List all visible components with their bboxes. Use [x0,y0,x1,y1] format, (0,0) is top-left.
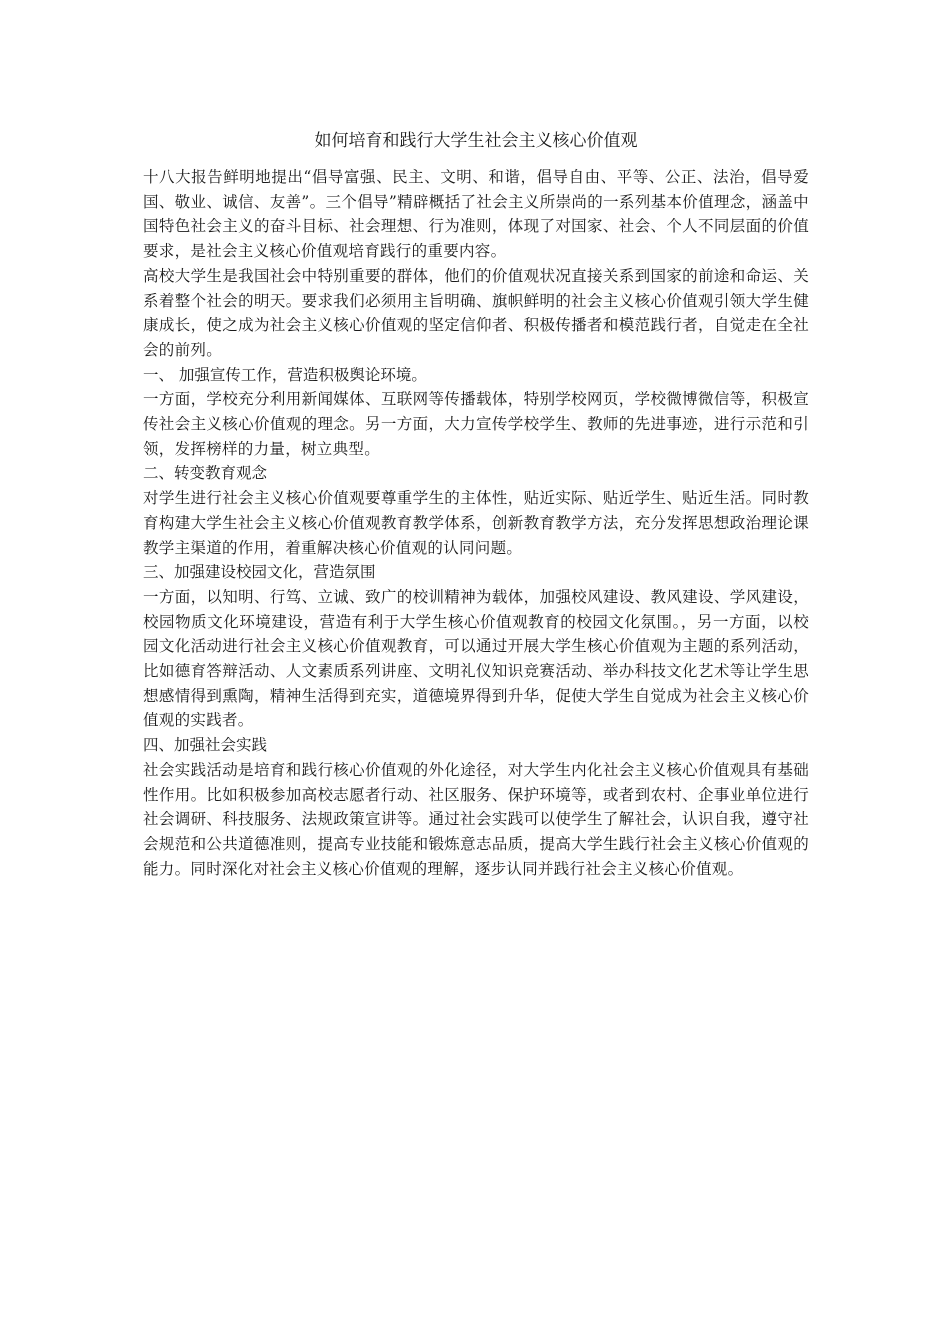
section-heading-2: 二、转变教育观念 [143,464,268,483]
context-paragraph: 高校大学生是我国社会中特别重要的群体，他们的价值观状况直接关系到国家的前途和命运、关系着整个社会的明天。要求我们必须用主旨明确、旗帜鲜明的社会主义核心价值观引领大学生健康成长，使之成为社会主义核心价值观的坚定信仰者、积极传播者和模范践行者，自觉走在全社会的前列。 [143,266,809,359]
intro-paragraph: 十八大报告鲜明地提出“倡导富强、民主、文明、和谐，倡导自由、平等、公正、法治，倡导爱国、敬业、诚信、友善”。三个倡导”精辟概括了社会主义所崇尚的一系列基本价值理念，涵盖中国特色社会主义的奋斗目标、社会理想、行为准则，体现了对国家、社会、个人不同层面的价值要求，是社会主义核心价值观培育践行的重要内容。 [143,168,809,261]
section-heading-3: 三、加强建设校园文化，营造氛围 [143,563,376,582]
section-paragraph-1: 一方面，学校充分利用新闻媒体、互联网等传播载体，特别学校网页，学校微博微信等，积极宣传社会主义核心价值观的理念。另一方面，大力宣传学校学生、教师的先进事迹，进行示范和引领，发挥榜样的力量，树立典型。 [143,390,809,458]
section-heading-4: 四、加强社会实践 [143,736,268,755]
document-body [143,165,809,881]
document-title: 如何培育和践行大学生社会主义核心价值观 [314,131,638,151]
section-heading-1: 一、 加强宣传工作，营造积极舆论环境。 [143,365,427,384]
section-paragraph-3: 一方面，以知明、行笃、立诚、致广的校训精神为载体，加强校风建设、教风建设、学风建设，校园物质文化环境建设，营造有利于大学生核心价值观教育的校园文化氛围。，另一方面，以校园文化活动进行社会主义核心价值观教育，可以通过开展大学生核心价值观为主题的系列活动，比如德育答辩活动、人文素质系列讲座、文明礼仪知识竞赛活动、举办科技文化艺术等让学生思想感情得到熏陶，精神生活得到充实，道德境界得到升华，促使大学生自觉成为社会主义核心价值观的实践者。 [143,587,809,730]
section-paragraph-4: 社会实践活动是培育和践行核心价值观的外化途径，对大学生内化社会主义核心价值观具有基础性作用。比如积极参加高校志愿者行动、社区服务、保护环境等，或者到农村、企事业单位进行社会调研、科技服务、法规政策宣讲等。通过社会实践可以使学生了解社会，认识自我，遵守社会规范和公共道德准则，提高专业技能和锻炼意志品质，提高大学生践行社会主义核心价值观的能力。同时深化对社会主义核心价值观的理解，逐步认同并践行社会主义核心价值观。 [143,760,809,878]
section-paragraph-2: 对学生进行社会主义核心价值观要尊重学生的主体性，贴近实际、贴近学生、贴近生活。同时教育构建大学生社会主义核心价值观教育教学体系，创新教育教学方法，充分发挥思想政治理论课教学主渠道的作用，着重解决核心价值观的认同问题。 [143,489,809,557]
